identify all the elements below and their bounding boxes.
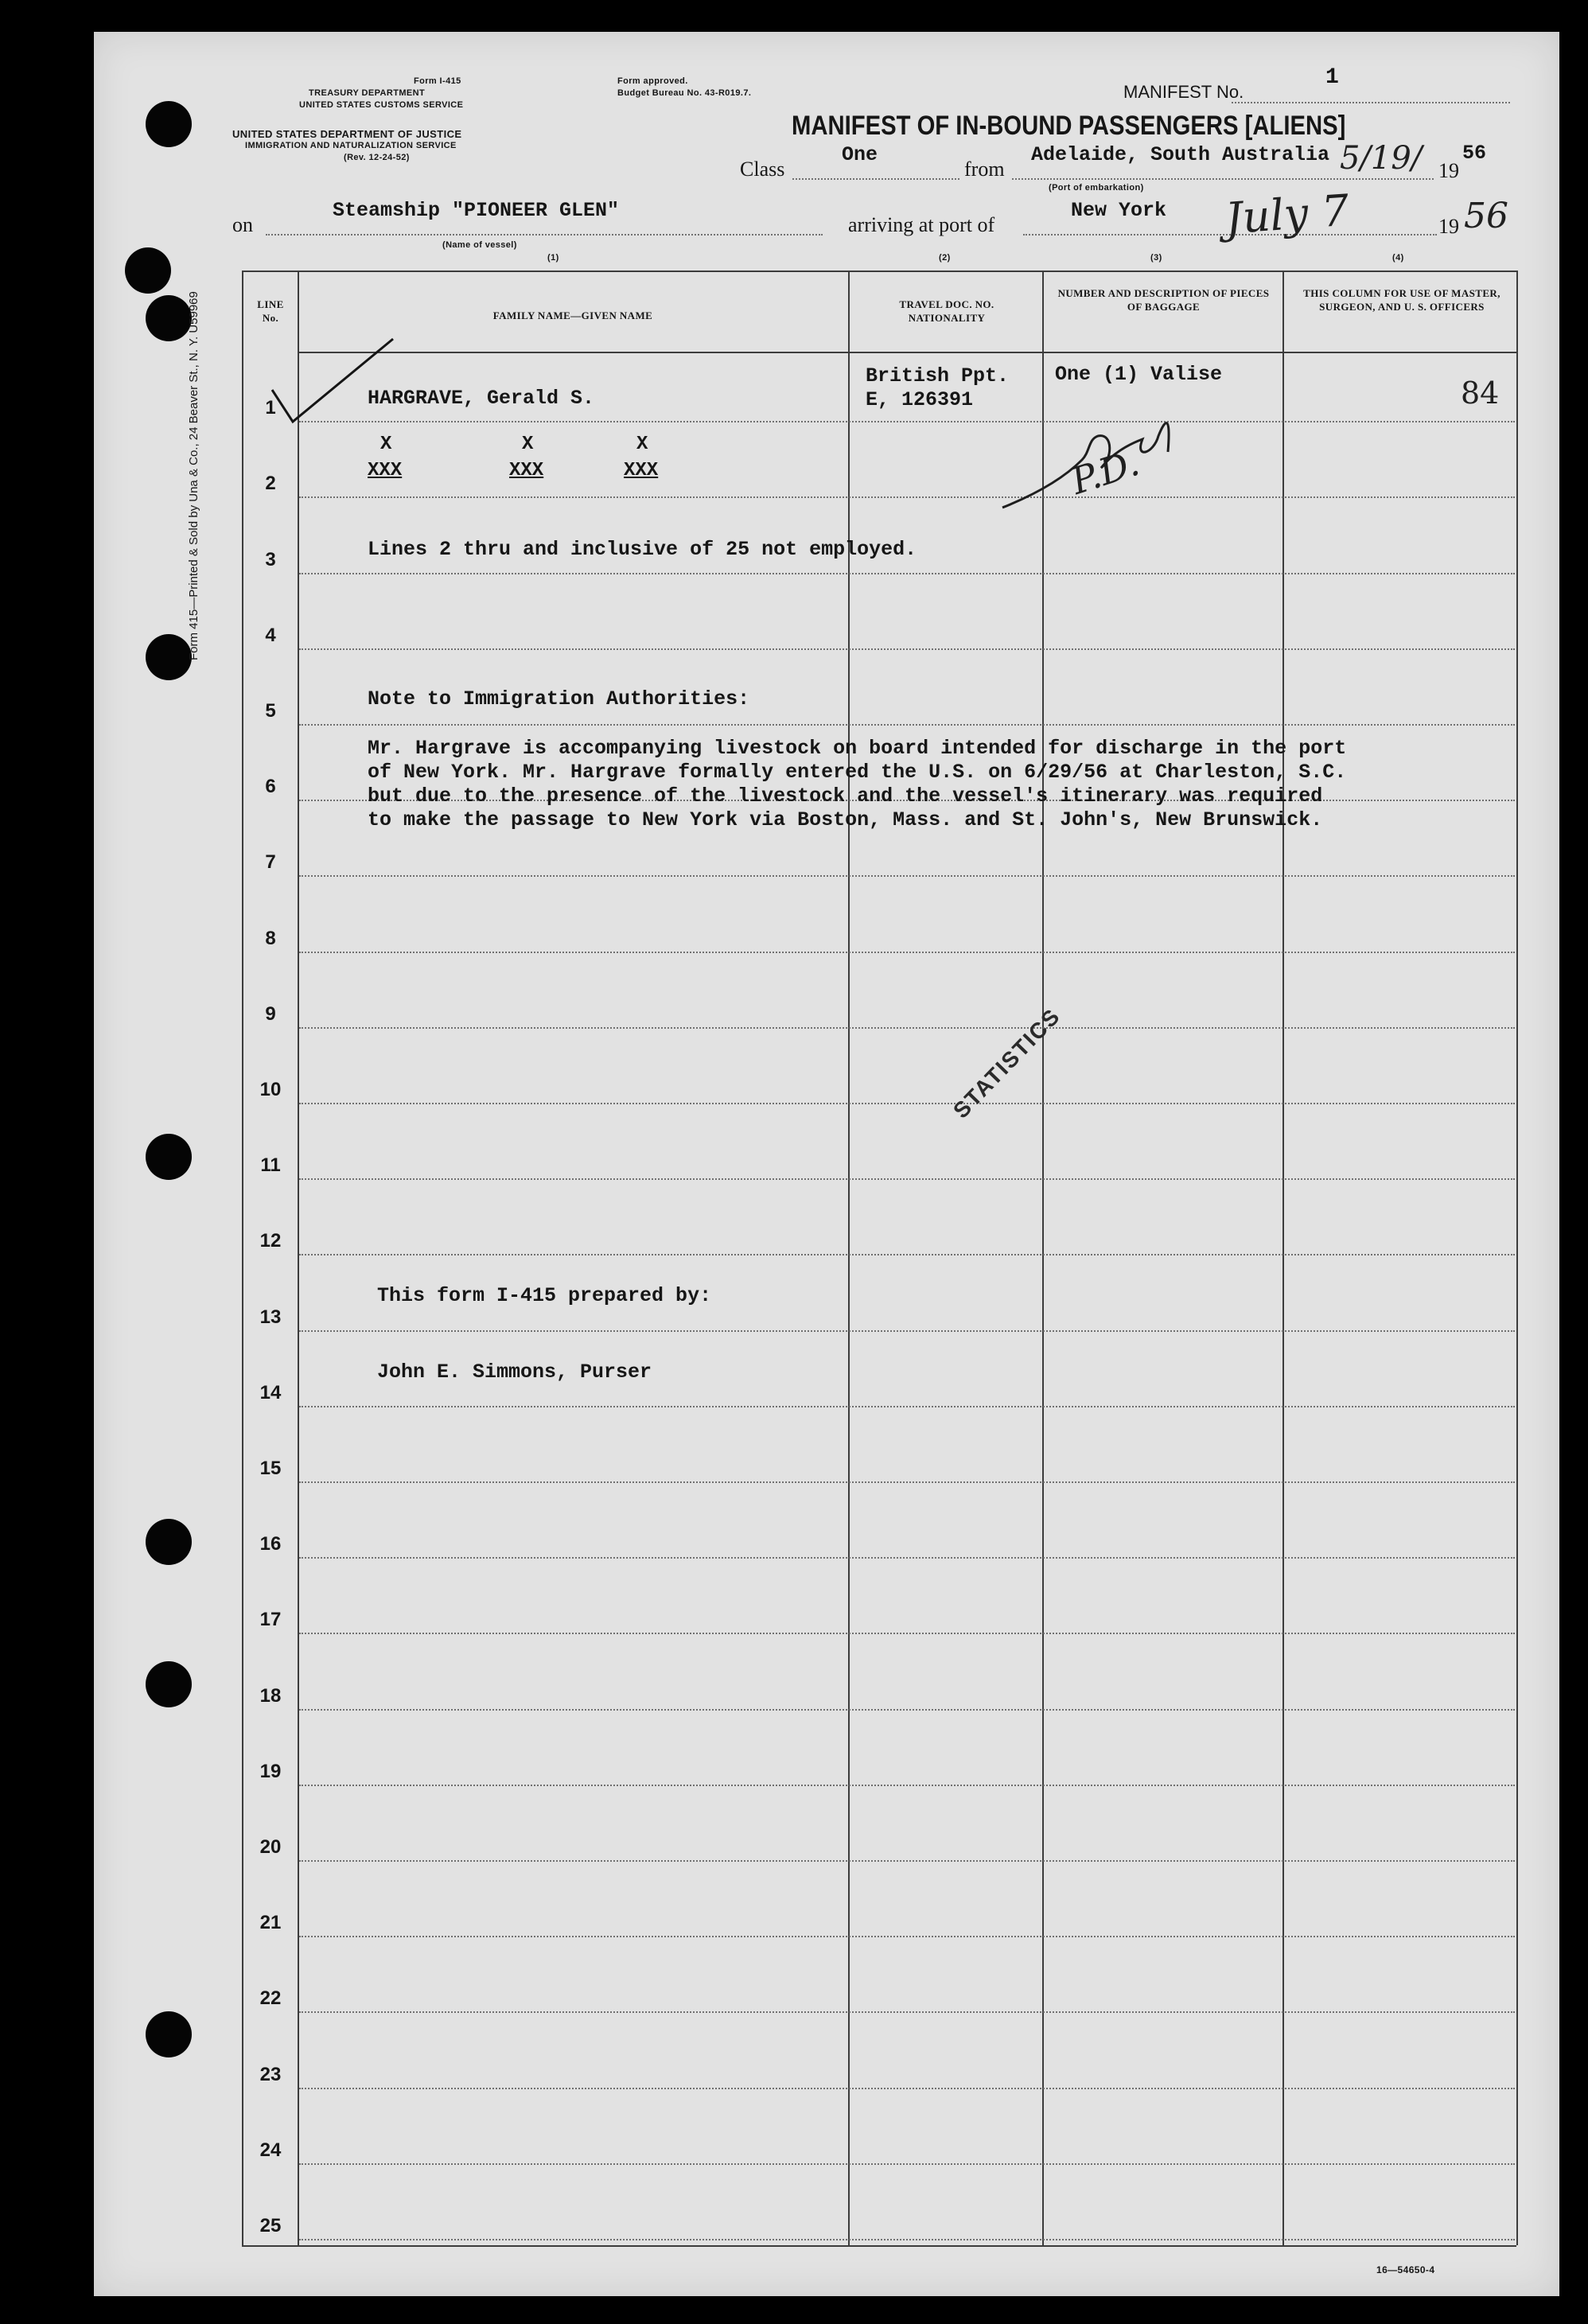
row-rule — [299, 1103, 1515, 1104]
customs-service: UNITED STATES CUSTOMS SERVICE — [299, 100, 464, 110]
row-rule — [299, 421, 1515, 422]
arrival-port: New York — [1071, 199, 1167, 222]
row-rule — [299, 2239, 1515, 2240]
row-rule — [299, 1330, 1515, 1332]
printer-credit: Form 415—Printed & Sold by Una & Co., 24 Beaver St., N. Y. U59969 — [187, 291, 200, 660]
row-rule — [299, 1557, 1515, 1559]
note-line: to make the passage to New York via Boston, Mass. and St. John's, New Brunswick. — [368, 808, 1323, 831]
revision-date: (Rev. 12-24-52) — [344, 153, 410, 162]
prepared-by-label: This form I-415 prepared by: — [377, 1284, 712, 1307]
line-number: 5 — [265, 700, 276, 722]
line-number: 4 — [265, 624, 276, 646]
row-rule — [299, 496, 1515, 498]
inspector-initials: P.D. — [1065, 441, 1145, 503]
line-number: 18 — [259, 1684, 282, 1707]
line-number: 12 — [259, 1230, 282, 1252]
line-number-header: LINE No. — [257, 298, 284, 324]
officer-number: 84 — [1461, 376, 1500, 411]
table-top-rule — [242, 271, 1516, 272]
line-number: 13 — [259, 1306, 282, 1328]
form-footer-code: 16—54650-4 — [1376, 2264, 1435, 2275]
table-bottom-rule — [242, 2245, 1516, 2247]
form-approved: Form approved. — [617, 76, 688, 86]
column-marker-1: (1) — [547, 253, 559, 263]
row-rule — [299, 875, 1515, 877]
baggage-description: One (1) Valise — [1055, 363, 1223, 386]
from-value: Adelaide, South Australia — [1031, 143, 1330, 166]
row-rule — [299, 1178, 1515, 1180]
x-mark: X — [380, 434, 392, 455]
note-heading: Note to Immigration Authorities: — [368, 687, 750, 710]
from-label: from — [964, 158, 1005, 181]
line-number: 15 — [259, 1458, 282, 1479]
departure-year-prefix: 19 — [1438, 159, 1459, 182]
budget-bureau-number: Budget Bureau No. 43-R019.7. — [617, 88, 752, 98]
class-label: Class — [740, 158, 785, 181]
line-number: 24 — [259, 2139, 282, 2161]
treasury-department: TREASURY DEPARTMENT — [309, 88, 426, 98]
on-label: on — [232, 213, 253, 236]
row-rule — [299, 1254, 1515, 1255]
line-number: 23 — [259, 2063, 282, 2085]
vessel-line — [266, 234, 823, 236]
row-rule — [299, 1406, 1515, 1407]
lines-not-employed-note: Lines 2 thru and inclusive of 25 not employed. — [368, 538, 917, 561]
line-number-divider — [298, 271, 299, 2245]
row-rule — [299, 1027, 1515, 1029]
punch-hole — [146, 1134, 192, 1180]
line-number: 3 — [265, 548, 276, 570]
punch-hole — [146, 1519, 192, 1565]
x-mark: X — [636, 434, 648, 455]
note-line: Mr. Hargrave is accompanying livestock on board intended for discharge in the port — [368, 737, 1347, 760]
from-line — [1012, 178, 1434, 180]
column-marker-2: (2) — [939, 253, 951, 263]
arrival-date: July 7 — [1223, 185, 1351, 244]
punch-hole — [146, 101, 192, 147]
port-of-embarkation-caption: (Port of embarkation) — [1049, 183, 1144, 193]
line-number: 6 — [265, 776, 276, 798]
officers-column-header: THIS COLUMN FOR USE OF MASTER, SURGEON, AND U. S. OFFICERS — [1303, 287, 1500, 313]
vessel-name: Steamship "PIONEER GLEN" — [333, 199, 620, 222]
manifest-title: MANIFEST OF IN-BOUND PASSENGERS [ALIENS] — [792, 111, 1346, 141]
travel-document-header: TRAVEL DOC. NO. NATIONALITY — [899, 298, 994, 324]
line-number: 20 — [259, 1836, 282, 1858]
travel-document-line-1: British Ppt. — [866, 364, 1010, 387]
xxx-mark: XXX — [368, 460, 403, 481]
row-rule — [299, 2011, 1515, 2013]
row-rule — [299, 1709, 1515, 1711]
line-number: 9 — [265, 1002, 276, 1025]
line-number: 16 — [259, 1533, 282, 1555]
line-number: 22 — [259, 1987, 282, 2010]
table-right-rule — [1516, 271, 1518, 2245]
arrival-year: 56 — [1464, 196, 1508, 236]
column-marker-3: (3) — [1150, 253, 1162, 263]
line-number: 10 — [259, 1079, 282, 1100]
line-number: 21 — [259, 1912, 282, 1934]
x-mark: X — [522, 434, 534, 455]
row-rule — [299, 724, 1515, 726]
xxx-mark: XXX — [509, 460, 544, 481]
checkmark-icon — [266, 333, 401, 436]
line-number: 7 — [265, 851, 276, 874]
department-of-justice: UNITED STATES DEPARTMENT OF JUSTICE — [232, 128, 462, 140]
name-column-divider — [848, 271, 850, 2245]
note-line: of New York. Mr. Hargrave formally entered the U.S. on 6/29/56 at Charleston, S.C. — [368, 761, 1347, 784]
manifest-number: 1 — [1325, 65, 1339, 90]
family-name-header: FAMILY NAME—GIVEN NAME — [492, 309, 653, 321]
immigration-service: IMMIGRATION AND NATURALIZATION SERVICE — [245, 141, 457, 150]
line-number: 2 — [265, 473, 276, 495]
departure-year: 56 — [1462, 142, 1487, 165]
baggage-header: NUMBER AND DESCRIPTION OF PIECES OF BAGGAGE — [1057, 287, 1270, 313]
row-rule — [299, 648, 1515, 650]
row-rule — [299, 2163, 1515, 2165]
row-rule — [299, 1481, 1515, 1483]
class-line — [792, 178, 959, 180]
departure-date: 5/19/ — [1340, 140, 1423, 177]
vessel-caption: (Name of vessel) — [442, 240, 517, 250]
table-header-rule — [298, 352, 1516, 353]
line-number: 1 — [265, 397, 276, 419]
line-number: 8 — [265, 927, 276, 949]
table-left-rule — [242, 271, 243, 2245]
line-number: 19 — [259, 1760, 282, 1782]
row-rule — [299, 952, 1515, 953]
arrival-year-prefix: 19 — [1438, 215, 1459, 238]
passenger-name: HARGRAVE, Gerald S. — [368, 387, 595, 410]
manifest-number-line — [1232, 102, 1510, 103]
punch-hole — [146, 2011, 192, 2057]
punch-hole — [146, 1661, 192, 1707]
row-rule — [299, 2088, 1515, 2089]
punch-hole — [125, 247, 171, 294]
travel-document-line-2: E, 126391 — [866, 388, 974, 411]
line-number: 17 — [259, 1609, 282, 1631]
note-line: but due to the presence of the livestock and the vessel's itinerary was required — [368, 784, 1323, 808]
inspector-signature — [994, 404, 1201, 516]
row-rule — [299, 1633, 1515, 1634]
manifest-number-label: MANIFEST No. — [1123, 82, 1244, 102]
statistics-stamp: STATISTICS — [948, 1003, 1065, 1123]
row-rule — [299, 573, 1515, 574]
row-rule — [299, 1785, 1515, 1786]
punch-hole — [146, 634, 192, 680]
line-number: 14 — [259, 1381, 282, 1403]
baggage-column-divider — [1282, 271, 1284, 2245]
column-marker-4: (4) — [1392, 253, 1404, 263]
class-value: One — [842, 143, 878, 166]
xxx-mark: XXX — [624, 460, 659, 481]
line-number: 25 — [259, 2215, 282, 2236]
preparer-name: John E. Simmons, Purser — [377, 1361, 652, 1384]
doc-column-divider — [1042, 271, 1044, 2245]
line-number: 11 — [260, 1154, 281, 1177]
punch-hole — [146, 295, 192, 341]
row-rule — [299, 1936, 1515, 1937]
form-number: Form I-415 — [414, 76, 461, 86]
row-rule — [299, 1860, 1515, 1862]
arriving-label: arriving at port of — [848, 213, 995, 236]
